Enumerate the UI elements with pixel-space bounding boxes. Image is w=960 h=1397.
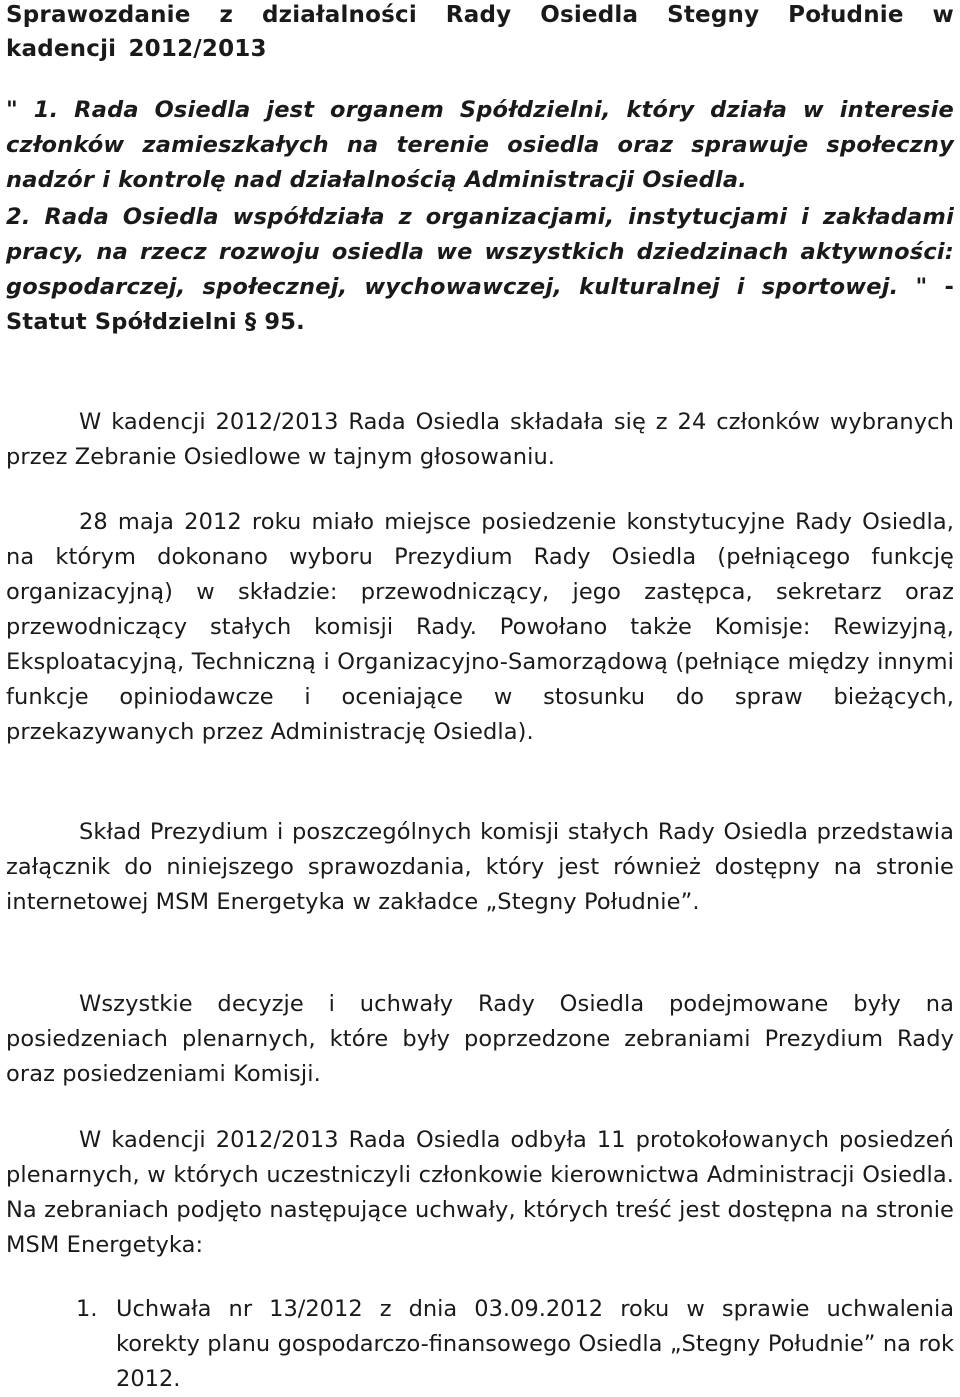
paragraph-decisions: Wszystkie decyzje i uchwały Rady Osiedla podejmowane były na posiedzeniach plenarnych, które były poprzedzone zebraniami Prezydium Rady oraz posiedzeniami Komisji. [6,991,954,1087]
list-item [76,1292,954,1397]
statute-point-2-text: 2. Rada Osiedla współdziała z organizacjami, instytucjami i zakładami pracy, na rzecz rozwoju osiedla we wszystkich dziedzinach aktywności: gospodarczej, społecznej, wychowawczej, kulturalnej i sportowej. " [6,204,954,300]
paragraph-council-members: W kadencji 2012/2013 Rada Osiedla składała się z 24 członków wybranych przez Zebranie Osiedlowe w tajnym głosowaniu. [6,409,954,470]
paragraph-constitutive-meeting: 28 maja 2012 roku miało miejsce posiedzenie konstytucyjne Rady Osiedla, na którym dokonano wyboru Prezydium Rady Osiedla (pełniącego funkcję organizacyjną) w składzie: przewodniczący, jego zastępca, sekretarz oraz przewodniczący stałych komisji Rady. Powołano także Komisje: Rewizyjną, Eksploatacyjną, Techniczną i Organizacyjno-Samorządową (pełniące między innymi funkcje opiniodawcze i oceniające w stosunku do spraw bieżących, przekazywanych przez Administrację Osiedla). [6,509,954,745]
paragraph-presidium-composition: Skład Prezydium i poszczególnych komisji stałych Rady Osiedla przedstawia załącznik do niniejszego sprawozdania, który jest również dostępny na stronie internetowej MSM Energetyka w zakładce „Stegny Południe”. [6,819,954,915]
list-item-text: Uchwała nr 13/2012 z dnia 03.09.2012 roku w sprawie uchwalenia korekty planu gospodarczo-finansowego Osiedla „Stegny Południe” na rok 2012. [116,1296,954,1392]
statute-point-1: " 1. Rada Osiedla jest organem Spółdzielni, który działa w interesie członków zamieszkałych na terenie osiedla oraz sprawuje społeczny nadzór i kontrolę nad działalnością Administracji Osiedla. [6,97,954,193]
statute-point-2 [6,200,954,340]
statute-source: -Statut Spółdzielni § 95. [6,274,954,335]
list-item-number: 1. [76,1296,98,1322]
statute-quote [6,93,954,340]
resolutions-list [76,1292,954,1397]
paragraph-meetings: W kadencji 2012/2013 Rada Osiedla odbyła 11 protokołowanych posiedzeń plenarnych, w których uczestniczyli członkowie kierownictwa Administracji Osiedla. Na zebraniach podjęto następujące uchwały, których treść jest dostępna na stronie MSM Energetyka: [6,1127,954,1258]
document-title: Sprawozdanie z działalności Rady Osiedla Stegny Południe w kadencji 2012/2013 [6,2,954,62]
